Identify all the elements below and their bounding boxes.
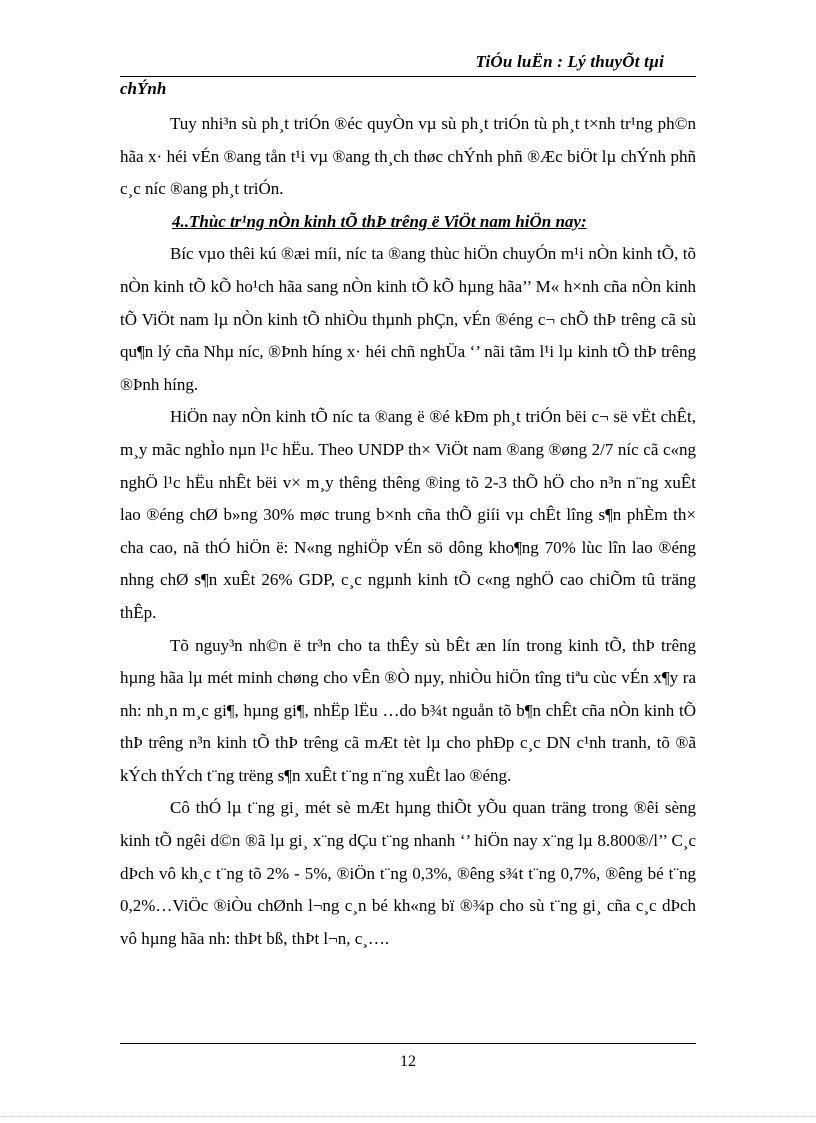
header-rule — [120, 76, 696, 77]
paragraph-1: Tuy nhi³n sù ph¸t triÓn ®éc quyÒn vµ sù ph¸t triÓn tù ph¸t t×nh tr¹ng ph©n hãa x· héi vÉn ®ang tån t¹i vµ ®ang th¸ch thøc chÝnh phñ ®Æc biÖt lµ chÝnh phñ c¸c níc ®ang ph¸t triÓn. — [120, 114, 696, 199]
page-number: 12 — [400, 1053, 416, 1070]
paragraph-4: Tõ nguy³n nh©n ë tr³n cho ta thÊy sù bÊt æn lín trong kinh tÕ, thÞ trêng hµng hãa lµ mét minh chøng cho vÊn ®Ò nµy, nhiÒu hiÖn tîng tiªu cùc vÉn x¶y ra nh: nh¸n m¸c gi¶, hµng gi¶, nhËp lËu …do b¾t nguån tõ b¶n chÊt cña nÒn kinh tÕ thÞ trêng n³n kinh tÕ thÞ trêng cã mÆt tèt lµ cho phÐp c¸c DN c¹nh tranh, tõ ®ã kÝch thÝch t¨ng trëng s¶n xuÊt t¨ng n¨ng xuÊt lao ®éng. — [120, 635, 696, 785]
page-body — [120, 78, 696, 955]
footer-rule — [120, 1043, 696, 1044]
paragraph-2: Bíc vµo thêi kú ®æi míi, níc ta ®ang thùc hiÖn chuyÓn m¹i nÒn kinh tÕ, tõ nÒn kinh tÕ kÕ ho¹ch hãa sang nÒn kinh tÕ kÕ hµng hãa’’ M« h×nh cña nÒn kinh tÕ ViÖt nam lµ nÒn kinh tÕ nhiÒu thµnh phÇn, vÉn ®éng c¬ chÕ thÞ trêng cã sù qu¶n lý cña Nhµ níc, ®Þnh híng x· héi chñ nghÜa ‘’ nãi tãm l¹i lµ kinh tÕ thÞ trêng ®Þnh híng. — [120, 244, 696, 394]
paragraph-5: Cô thÓ lµ t¨ng gi¸ mét sè mÆt hµng thiÕt yÕu quan träng trong ®êi sèng kinh tÕ ngêi d©n ®ã lµ gi¸ x¨ng dÇu t¨ng nhanh ‘’ hiÖn nay x¨ng lµ 8.800®/l’’ C¸c dÞch vô kh¸c t¨ng tõ 2% - 5%, ®iÖn t¨ng 0,3%, ®êng s¾t t¨ng 0,7%, ®êng bé t¨ng 0,2%…ViÖc ®iÒu chØnh l¬ng c¸n bé kh«ng bï ®¾p cho sù t¨ng gi¸ cña c¸c dÞch vô hµng hãa nh: thÞt bß, thÞt l¬n, c¸…. — [120, 798, 696, 948]
running-header: TiÓu luËn : Lý thuyÕt tµi — [475, 52, 664, 71]
section-heading: 4..Thùc tr¹ng nÒn kinh tÕ thÞ trêng ë ViÖt nam hiÖn nay: — [172, 211, 587, 231]
continued-heading: chÝnh — [120, 79, 167, 98]
paragraph-3: HiÖn nay nÒn kinh tÕ níc ta ®ang ë ®é kÐm ph¸t triÓn bëi c¬ së vËt chÊt, m¸y mãc nghÌo nµn l¹c hËu. Theo UNDP th× ViÖt nam ®ang ®øng 2/7 níc cã c«ng nghÖ l¹c hËu nhÊt bëi v× m¸y thêng thêng ®ing tõ 2-3 thÕ hÖ cho n³n n¨ng xuÊt lao ®éng chØ b»ng 30% møc trung b×nh cña thÕ giíi vµ chÊt lîng s¶n phÈm th× cha cao, nã thÓ hiÖn ë: N«ng nghiÖp vÉn sö dông kho¶ng 70% lùc lîn lao ®éng nhng chØ s¶n xuÊt 26% GDP, c¸c ngµnh kinh tÕ c«ng nghÖ cao chiÕm tû träng thÊp. — [120, 407, 696, 622]
page-edge-divider — [0, 1116, 816, 1117]
